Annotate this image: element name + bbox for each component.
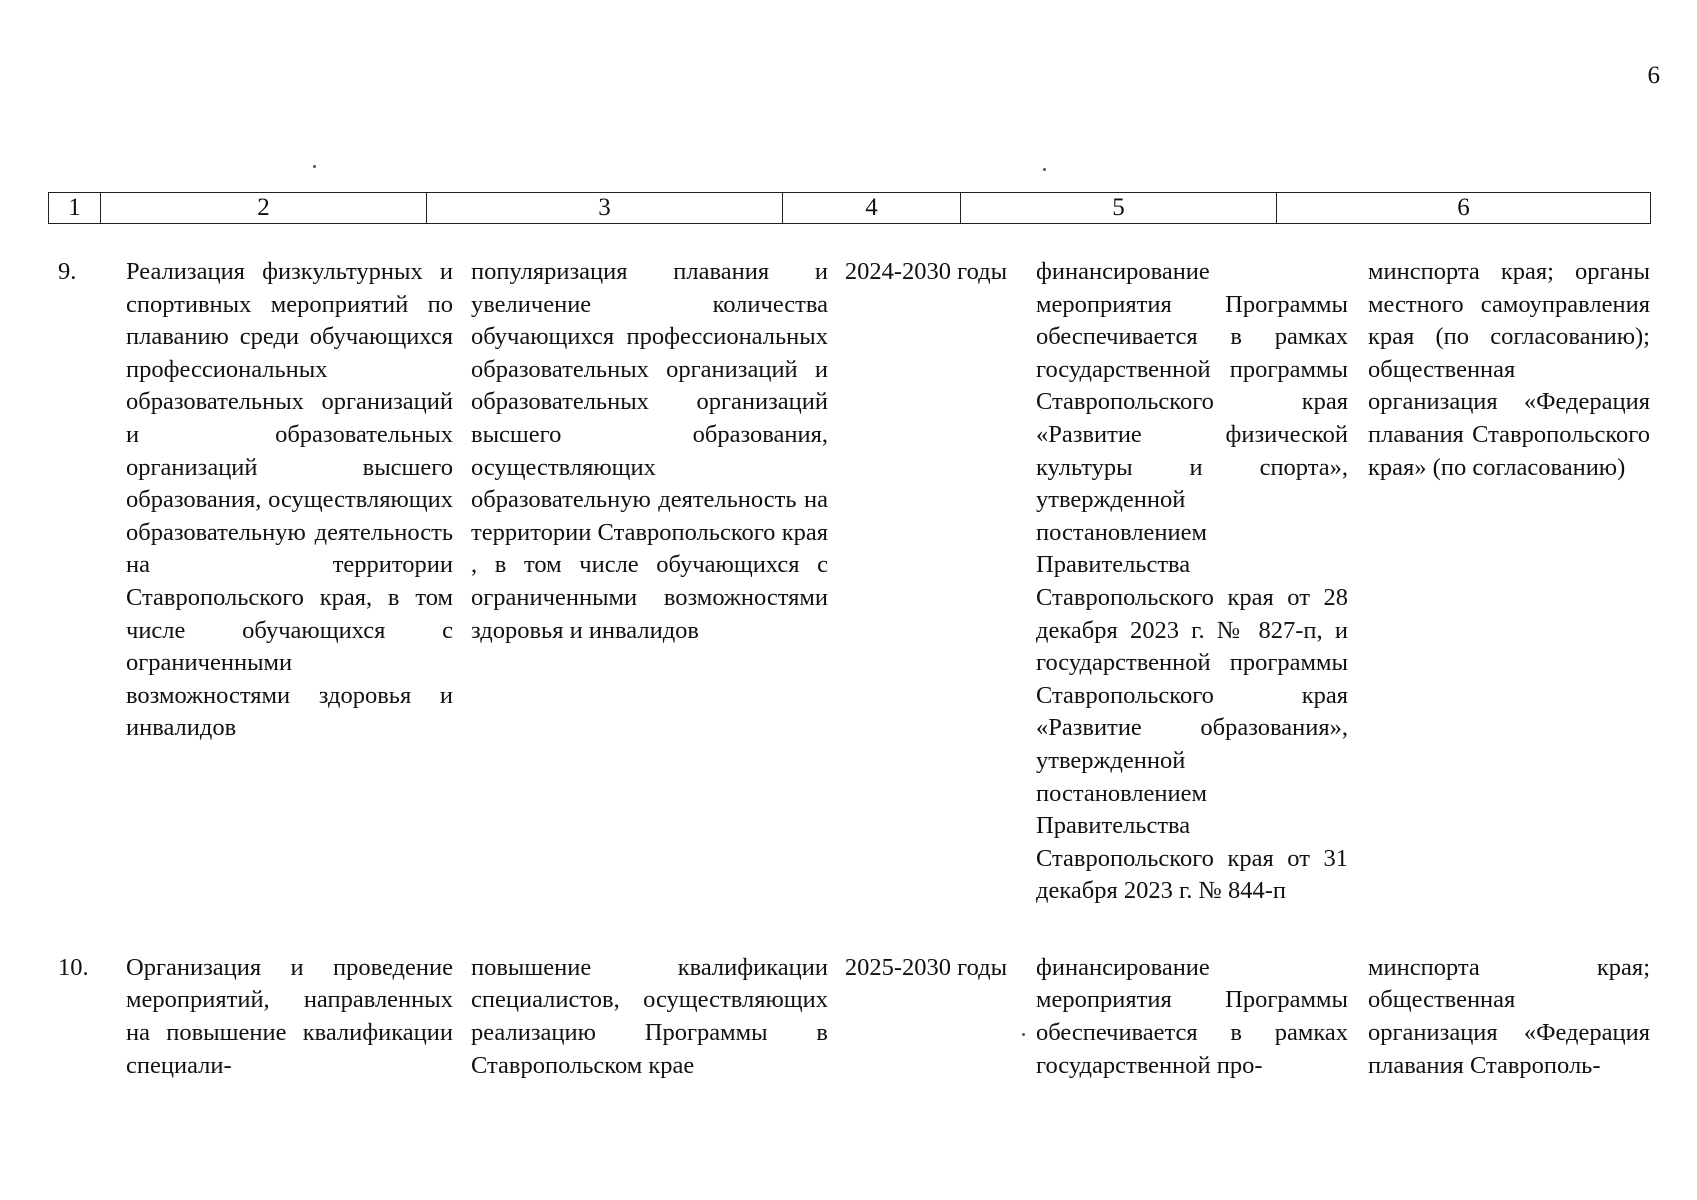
column-header-4: 4	[783, 193, 961, 224]
responsible-executors: минспорта края; общественная организация «Федерация плавания Ставрополь-	[1368, 953, 1650, 1079]
row-number: 10.	[58, 953, 89, 981]
column-header-1: 1	[49, 193, 101, 224]
expected-result: популяризация плавания и увеличение количества обучающихся профессиональных образовательных организаций и образовательных организаций высшего образования, осуществляющих образовательную деятельность на территории Ставропольского края , в том числе обучающихся с ограниченными возможностями здоровья и инвалидов	[471, 258, 828, 644]
column-header-3: 3	[427, 193, 783, 224]
responsible-executors: минспорта края; органы местного самоуправления края (по согласованию); общественная организация «Федерация плавания Ставропольского края» (по согласованию)	[1368, 258, 1650, 481]
scan-speck	[1043, 168, 1046, 171]
financing-source: финансирование мероприятия Программы обеспечивается в рамках государственной программы Ставропольского края «Развитие физической культуры и спорта», утвержденной постановлением Правительства Ставропольского края от 28 декабря 2023 г. № 827-п, и государственной программы Ставропольского края «Развитие образования», утвержденной постановлением Правительства Ставропольского края от 31 декабря 2023 г. № 844-п	[1036, 258, 1348, 905]
activities-table	[48, 256, 1650, 1082]
column-header-5: 5	[961, 193, 1277, 224]
column-header-6: 6	[1277, 193, 1651, 224]
expected-result: повышение квалификации специалистов, осуществляющих реализацию Программы в Ставропольском крае	[471, 953, 828, 1079]
row-number: 9.	[58, 258, 77, 285]
column-number-header	[48, 192, 1651, 224]
activity-name: Реализация физкультурных и спортивных мероприятий по плаванию среди обучающихся профессиональных образовательных организаций и образовательных организаций высшего образования, осуществляющих образовательную деятельность на территории Ставропольского края, в том числе обучающихся с ограниченными возможностями здоровья и инвалидов	[126, 258, 453, 742]
table-row	[48, 952, 1650, 1082]
page-number: 6	[1647, 62, 1660, 89]
implementation-period: 2025-2030 годы	[844, 953, 1008, 981]
activity-name: Организация и проведение мероприятий, направленных на повышение квалификации специали-	[126, 953, 453, 1079]
table-row	[48, 256, 1650, 908]
financing-source: финансирование мероприятия Программы обеспечивается в рамках государственной про-	[1036, 953, 1348, 1079]
column-header-2: 2	[101, 193, 427, 224]
implementation-period: 2024-2030 годы	[844, 258, 1008, 285]
scan-speck	[313, 165, 316, 168]
